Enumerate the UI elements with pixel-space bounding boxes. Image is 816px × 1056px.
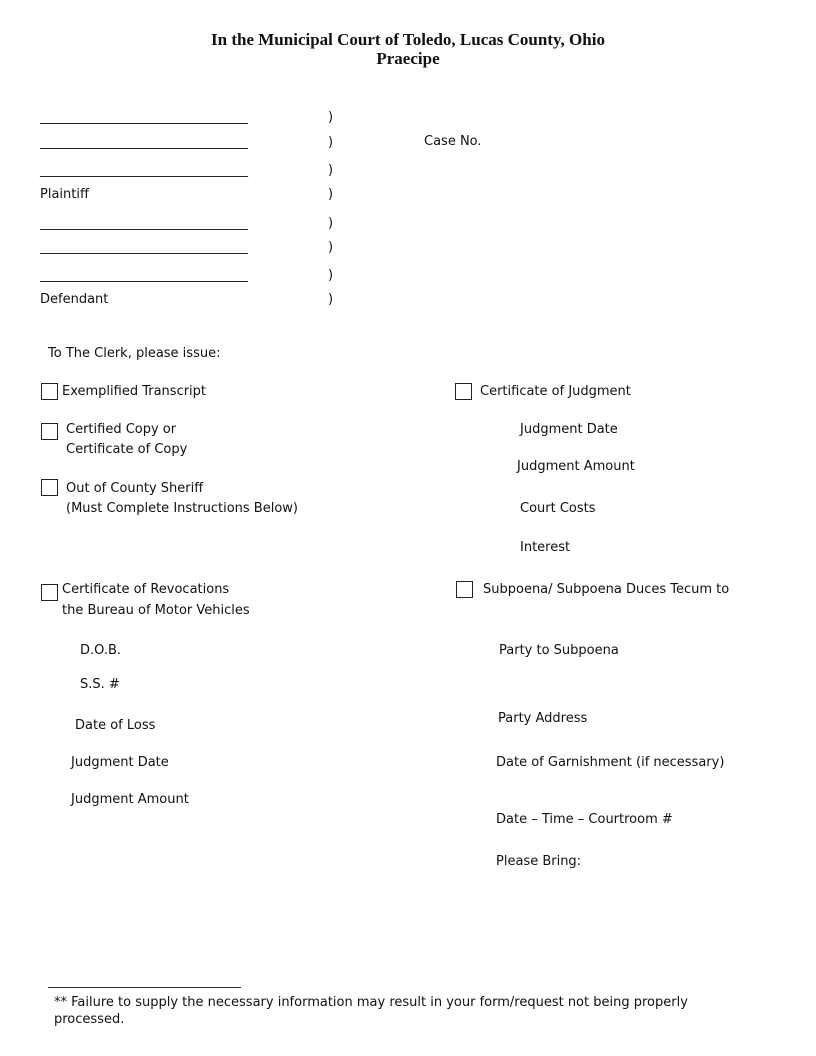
plaintiff-line-2[interactable]: ________________________________ <box>40 135 248 150</box>
defendant-label: Defendant <box>40 292 109 307</box>
certificate-of-judgment-label: Certificate of Judgment <box>480 384 631 399</box>
date-of-loss-label: Date of Loss <box>75 718 156 733</box>
certified-copy-checkbox[interactable] <box>41 423 58 440</box>
out-of-county-sheriff-checkbox[interactable] <box>41 479 58 496</box>
out-of-county-sheriff-label: Out of County Sheriff <box>66 481 204 496</box>
caption-paren: ) <box>328 187 334 202</box>
left-judgment-amount-label: Judgment Amount <box>71 792 189 807</box>
footnote-text: ** Failure to supply the necessary information may result in your form/request not being properly processed. <box>54 995 688 1027</box>
footnote-divider <box>48 987 241 988</box>
court-title: In the Municipal Court of Toledo, Lucas County, Ohio <box>211 30 605 49</box>
subpoena-checkbox[interactable] <box>456 581 473 598</box>
to-clerk-text: To The Clerk, please issue: <box>48 346 221 361</box>
certificate-of-copy-label: Certificate of Copy <box>66 442 188 457</box>
caption-paren: ) <box>328 240 334 255</box>
party-address-label: Party Address <box>498 711 588 726</box>
exemplified-transcript-checkbox[interactable] <box>41 383 58 400</box>
caption-paren: ) <box>328 135 334 150</box>
plaintiff-line-1[interactable]: ________________________________ <box>40 110 248 125</box>
case-no-label: Case No. <box>424 134 482 149</box>
certificate-of-revocations-checkbox[interactable] <box>41 584 58 601</box>
please-bring-label: Please Bring: <box>496 854 582 869</box>
right-judgment-amount-label: Judgment Amount <box>517 459 635 474</box>
defendant-line-3[interactable]: ________________________________ <box>40 268 248 283</box>
plaintiff-label: Plaintiff <box>40 187 89 202</box>
subpoena-label: Subpoena/ Subpoena Duces Tecum to <box>483 582 730 597</box>
date-time-courtroom-label: Date – Time – Courtroom # <box>496 812 673 827</box>
interest-label: Interest <box>520 540 571 555</box>
certified-copy-label: Certified Copy or <box>66 422 177 437</box>
certificate-of-revocations-label: Certificate of Revocations <box>62 582 230 597</box>
sheriff-instructions-note: (Must Complete Instructions Below) <box>66 501 298 516</box>
form-title: Praecipe <box>376 49 440 68</box>
defendant-line-2[interactable]: ________________________________ <box>40 240 248 255</box>
party-to-subpoena-label: Party to Subpoena <box>499 643 619 658</box>
ss-label: S.S. # <box>80 677 120 692</box>
caption-paren: ) <box>328 216 334 231</box>
certificate-of-judgment-checkbox[interactable] <box>455 383 472 400</box>
dob-label: D.O.B. <box>80 643 122 658</box>
caption-paren: ) <box>328 268 334 283</box>
defendant-line-1[interactable]: ________________________________ <box>40 216 248 231</box>
caption-paren: ) <box>328 163 334 178</box>
left-judgment-date-label: Judgment Date <box>71 755 169 770</box>
bureau-motor-vehicles-label: the Bureau of Motor Vehicles <box>62 603 250 618</box>
right-judgment-date-label: Judgment Date <box>520 422 618 437</box>
exemplified-transcript-label: Exemplified Transcript <box>62 384 207 399</box>
caption-paren: ) <box>328 110 334 125</box>
date-of-garnishment-label: Date of Garnishment (if necessary) <box>496 755 725 770</box>
court-costs-label: Court Costs <box>520 501 596 516</box>
caption-paren: ) <box>328 292 334 307</box>
plaintiff-line-3[interactable]: ________________________________ <box>40 163 248 178</box>
